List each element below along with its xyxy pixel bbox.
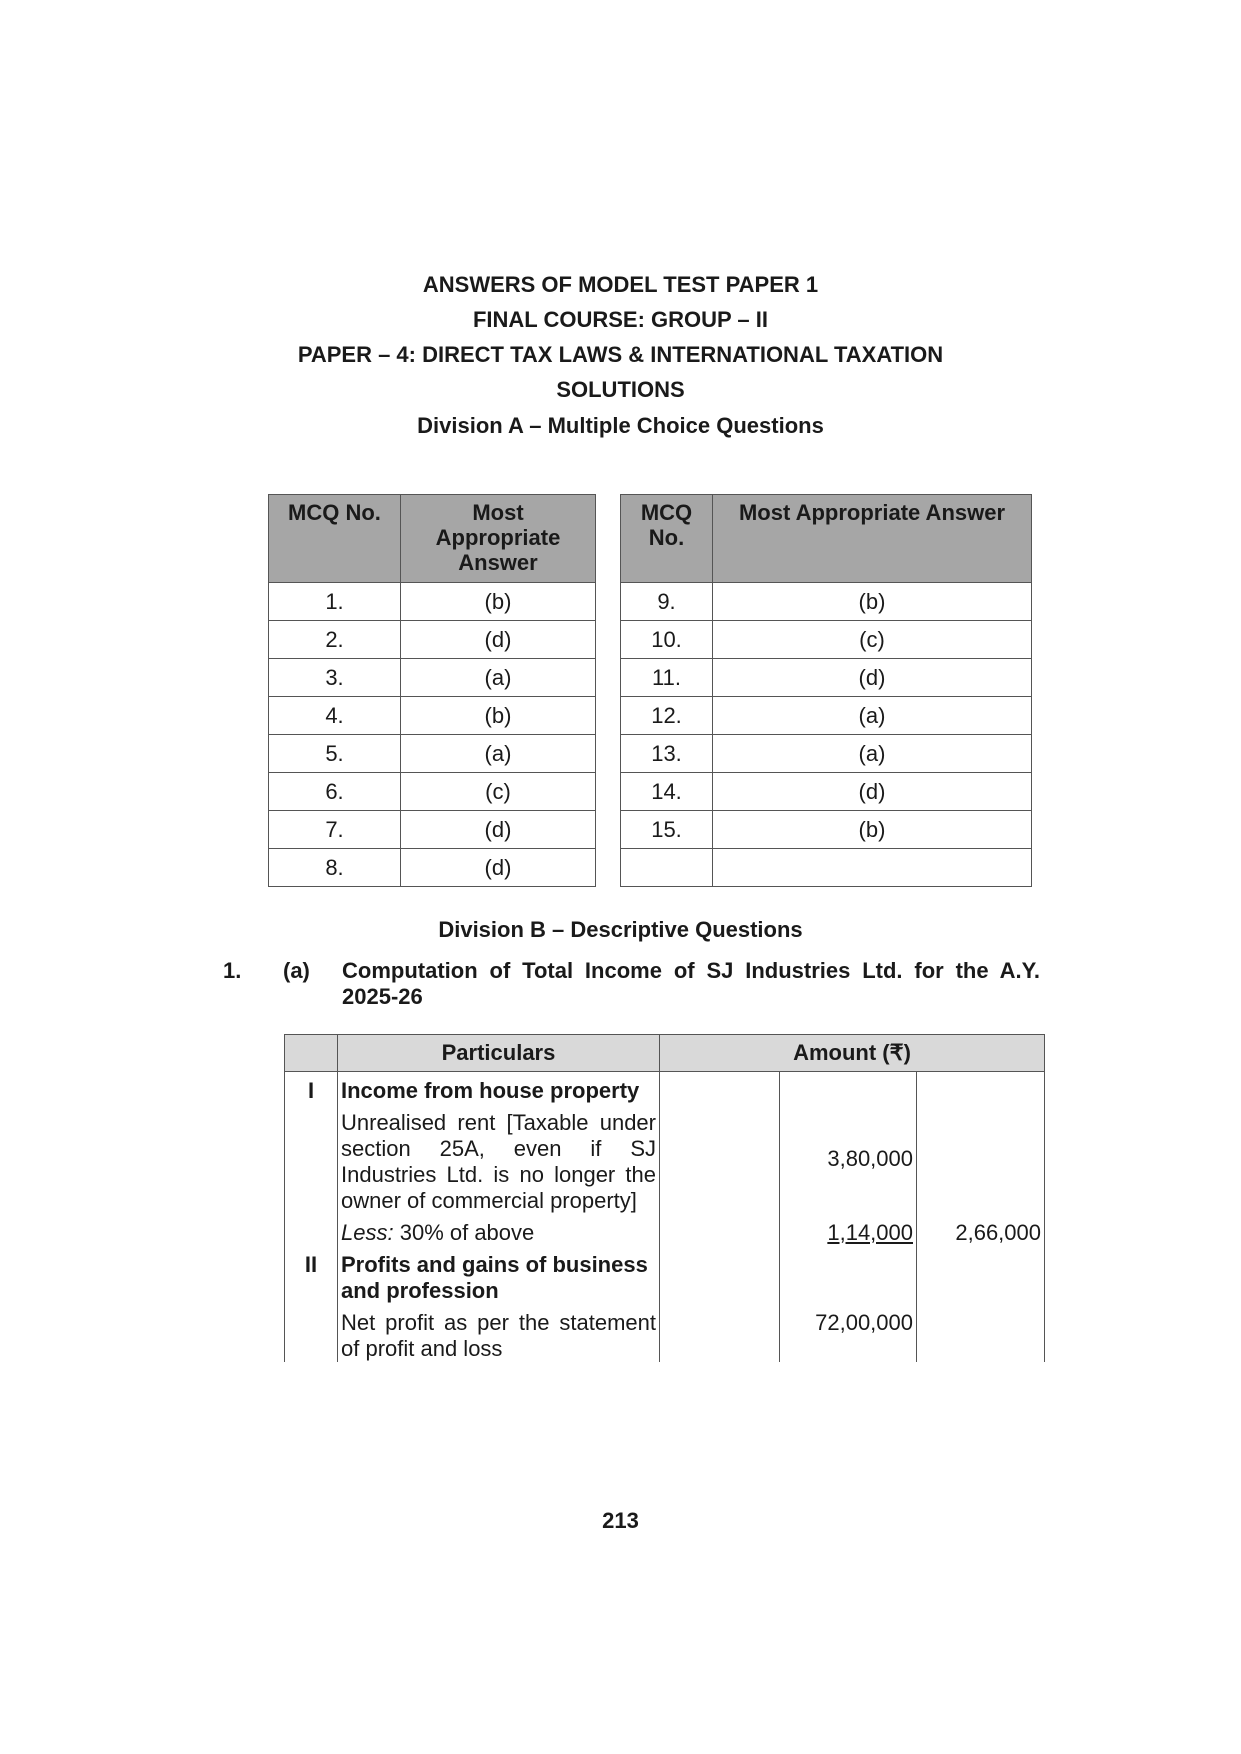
amount-value: 72,00,000	[780, 1304, 917, 1362]
serial-header	[285, 1035, 338, 1072]
mcq-answer: (a)	[401, 735, 596, 773]
mcq-number: 15.	[621, 811, 713, 849]
mcq-answer: (d)	[401, 811, 596, 849]
table-row	[621, 735, 1032, 773]
amount-value: 3,80,000	[780, 1104, 917, 1214]
mcq-number: 9.	[621, 583, 713, 621]
mcq-answer: (b)	[713, 811, 1032, 849]
table-row	[285, 1104, 1045, 1214]
answer-header: Most Appropriate Answer	[401, 495, 596, 583]
mcq-answer: (c)	[401, 773, 596, 811]
total-value: 2,66,000	[917, 1214, 1045, 1246]
particular-text: Net profit as per the statement of profit and loss	[338, 1304, 660, 1362]
course-title: FINAL COURSE: GROUP – II	[472, 307, 768, 332]
solutions-heading: SOLUTIONS	[556, 377, 685, 402]
table-row	[269, 811, 596, 849]
table-row	[621, 773, 1032, 811]
mcq-answer: (a)	[401, 659, 596, 697]
question-part: (a)	[283, 958, 310, 983]
mcq-number: 2.	[269, 621, 401, 659]
answer-header: Most Appropriate Answer	[713, 495, 1032, 583]
table-row	[285, 1072, 1045, 1105]
table-row	[621, 811, 1032, 849]
table-row	[621, 697, 1032, 735]
table-row	[269, 849, 596, 887]
table-row	[269, 659, 596, 697]
paper-title: ANSWERS OF MODEL TEST PAPER 1	[422, 272, 819, 297]
mcq-number: 6.	[269, 773, 401, 811]
table-row	[621, 621, 1032, 659]
table-row	[621, 583, 1032, 621]
mcq-number: 12.	[621, 697, 713, 735]
mcq-number: 5.	[269, 735, 401, 773]
mcq-no-header: MCQ No.	[621, 495, 713, 583]
mcq-answer: (d)	[401, 849, 596, 887]
page-number: 213	[602, 1508, 639, 1533]
mcq-answer: (c)	[713, 621, 1032, 659]
particulars-header: Particulars	[338, 1035, 660, 1072]
mcq-number	[621, 849, 713, 887]
particular-text: Unrealised rent [Taxable under section 25A, even if SJ Industries Ltd. is no longer the owner of commercial property]	[338, 1104, 660, 1214]
question-title: Computation of Total Income of SJ Industries Ltd. for the A.Y. 2025-26	[342, 958, 1040, 1009]
mcq-number: 14.	[621, 773, 713, 811]
mcq-answer: (a)	[713, 697, 1032, 735]
mcq-answer: (d)	[401, 621, 596, 659]
table-row	[285, 1214, 1045, 1246]
table-row	[269, 735, 596, 773]
mcq-answer: (b)	[401, 697, 596, 735]
table-row	[285, 1246, 1045, 1304]
section-title: Profits and gains of business and profession	[338, 1246, 660, 1304]
mcq-answer: (a)	[713, 735, 1032, 773]
mcq-number: 8.	[269, 849, 401, 887]
mcq-number: 3.	[269, 659, 401, 697]
table-row	[269, 621, 596, 659]
mcq-answer: (d)	[713, 659, 1032, 697]
mcq-number: 1.	[269, 583, 401, 621]
computation-table	[284, 1034, 1045, 1362]
table-row	[269, 697, 596, 735]
section-roman: II	[285, 1246, 338, 1304]
mcq-number: 13.	[621, 735, 713, 773]
section-title: Income from house property	[338, 1072, 660, 1105]
table-row	[621, 849, 1032, 887]
amount-header: Amount (₹)	[660, 1035, 1045, 1072]
mcq-number: 10.	[621, 621, 713, 659]
division-a-heading: Division A – Multiple Choice Questions	[417, 413, 824, 438]
paper-subject: PAPER – 4: DIRECT TAX LAWS & INTERNATIONAL TAXATION	[297, 342, 944, 367]
mcq-answer	[713, 849, 1032, 887]
table-row	[621, 659, 1032, 697]
mcq-number: 4.	[269, 697, 401, 735]
table-row	[285, 1304, 1045, 1362]
mcq-no-header: MCQ No.	[269, 495, 401, 583]
question-number: 1.	[223, 958, 242, 983]
division-b-heading: Division B – Descriptive Questions	[438, 917, 803, 942]
table-row	[269, 583, 596, 621]
mcq-answer: (b)	[401, 583, 596, 621]
mcq-table-right	[620, 494, 1032, 887]
mcq-answer: (b)	[713, 583, 1032, 621]
mcq-number: 7.	[269, 811, 401, 849]
amount-value: 1,14,000	[780, 1214, 917, 1246]
particular-text: Less: 30% of above	[338, 1214, 660, 1246]
mcq-answer: (d)	[713, 773, 1032, 811]
mcq-number: 11.	[621, 659, 713, 697]
mcq-table-left	[268, 494, 596, 887]
table-row	[269, 773, 596, 811]
section-roman: I	[285, 1072, 338, 1105]
